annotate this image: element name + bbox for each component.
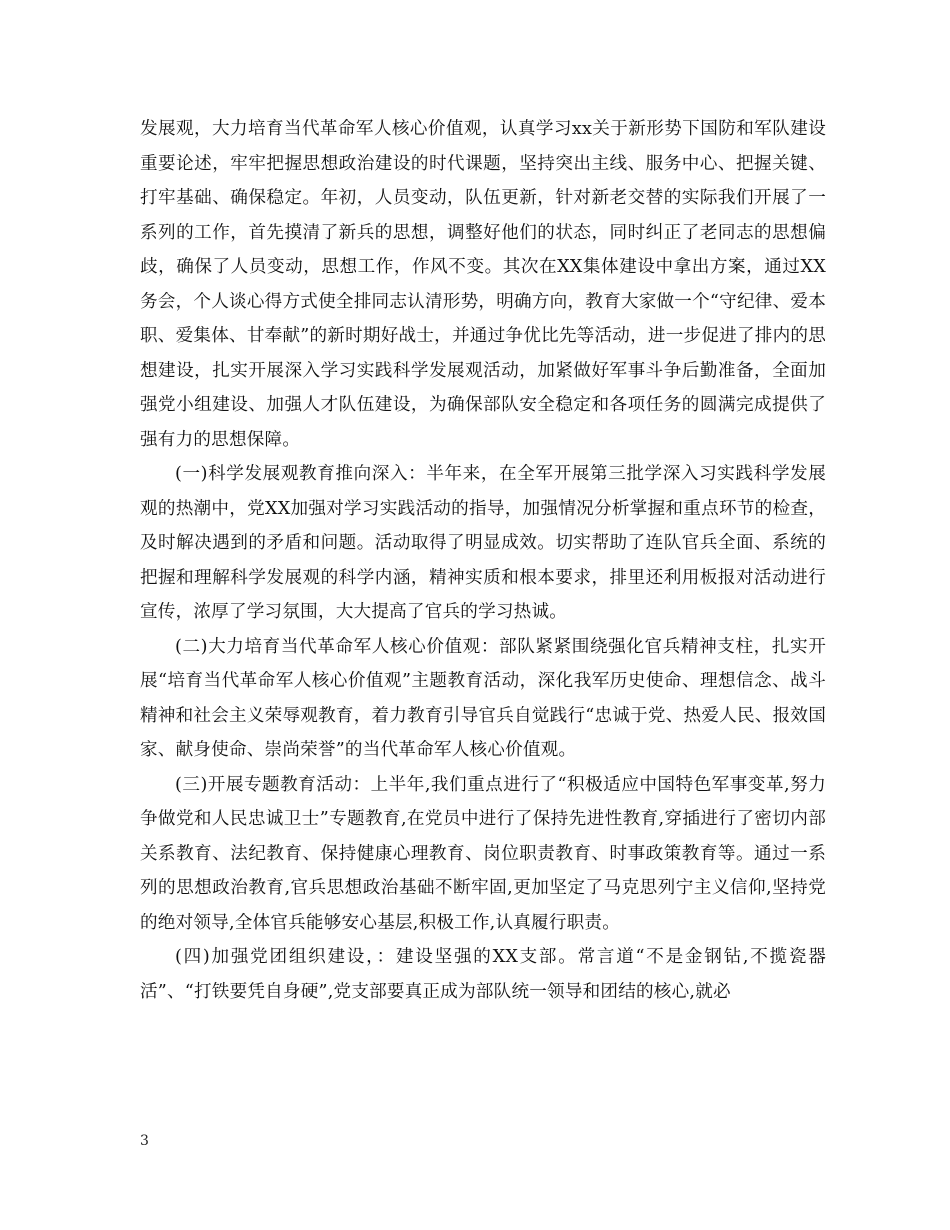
paragraph-section-4: (四)加强党团组织建设，：建设坚强的XX支部。常言道“不是金钢钻,不揽瓷器活”、“打铁要凭自身硬”,党支部要真正成为部队统一领导和团结的核心,就必 — [140, 947, 826, 1002]
paragraph-section-1: (一)科学发展观教育推向深入：半年来，在全军开展第三批学深入习实践科学发展观的热潮中，党XX加强对学习实践活动的指导，加强情况分析掌握和重点环节的检查，及时解决遇到的矛盾和问题。活动取得了明显成效。切实帮助了连队官兵全面、系统的把握和理解科学发展观的科学内涵，精神实质和根本要求，排里还利用板报对活动进行宣传，浓厚了学习氛围，大大提高了官兵的学习热诚。 — [140, 464, 826, 622]
paragraph-section-3: (三)开展专题教育活动：上半年,我们重点进行了“积极适应中国特色军事变革,努力争做党和人民忠诚卫士”专题教育,在党员中进行了保持先进性教育,穿插进行了密切内部关系教育、法纪教育、保持健康心理教育、岗位职责教育、时事政策教育等。通过一系列的思想政治教育,官兵思想政治基础不断牢固,更加坚定了马克思列宁主义信仰,坚持党的绝对领导,全体官兵能够安心基层,积极工作,认真履行职责。 — [140, 774, 826, 933]
paragraph-intro: 发展观，大力培育当代革命军人核心价值观，认真学习xx关于新形势下国防和军队建设重要论述，牢牢把握思想政治建设的时代课题，坚持突出主线、服务中心、把握关键、打牢基础、确保稳定。年初，人员变动，队伍更新，针对新老交替的实际我们开展了一系列的工作，首先摸清了新兵的思想，调整好他们的状态，同时纠正了老同志的思想偏歧，确保了人员变动，思想工作，作风不变。其次在XX集体建设中拿出方案，通过XX务会，个人谈心得方式使全排同志认清形势，明确方向，教育大家做一个“守纪律、爱本职、爱集体、甘奉献”的新时期好战士，并通过争优比先等活动，进一步促进了排内的思想建设，扎实开展深入学习实践科学发展观活动，加紧做好军事斗争后勤准备，全面加强党小组建设、加强人才队伍建设，为确保部队安全稳定和各项任务的圆满完成提供了强有力的思想保障。 — [140, 119, 826, 450]
document-body — [140, 112, 826, 1009]
page-number: 3 — [140, 1133, 149, 1149]
paragraph-section-2: (二)大力培育当代革命军人核心价值观：部队紧紧围绕强化官兵精神支柱，扎实开展“培育当代革命军人核心价值观”主题教育活动，深化我军历史使命、理想信念、战斗精神和社会主义荣辱观教育，着力教育引导官兵自觉践行“忠诚于党、热爱人民、报效国家、献身使命、崇尚荣誉”的当代革命军人核心价值观。 — [140, 636, 826, 760]
